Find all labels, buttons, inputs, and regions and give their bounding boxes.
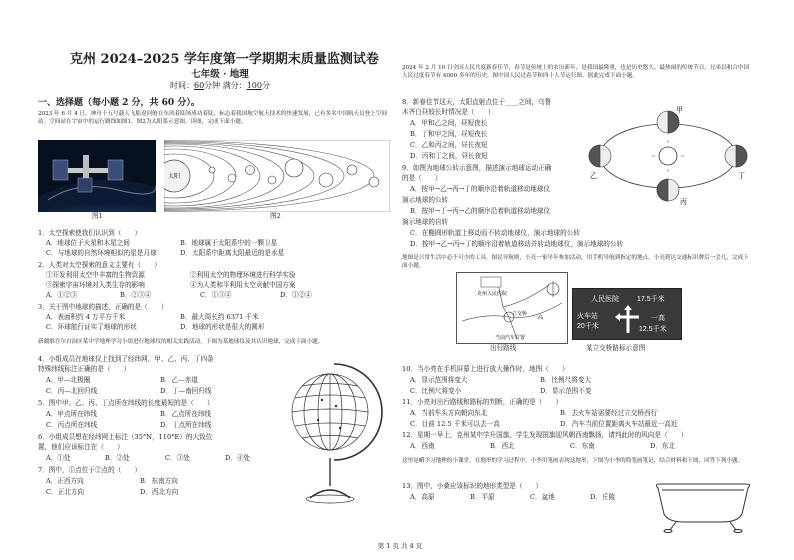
- fig1-caption: 图1: [92, 212, 103, 220]
- q7-option-c[interactable]: C．正北方向: [46, 488, 85, 496]
- sign-school: 一高: [651, 315, 665, 322]
- q11-option-d[interactable]: D．汽车当前位置距离火车站最近一高近: [560, 420, 678, 428]
- q2-item-1: ①开发利用太空中丰富的生物资源: [46, 271, 145, 279]
- intro-landform: 这里是峨学习地理的小课堂，在地形的学习过程中，小李用笔画表现这地形，下图为小李的简笔画笔记，结合材料和下图，回答下列小题。: [402, 458, 744, 464]
- orbit-label-yi: 乙: [590, 172, 597, 180]
- question-4: 4．小组成员在地球仪上找到了经纬网，甲、乙、丙、丁四条: [38, 355, 214, 363]
- q9-option-d[interactable]: D．按甲→乙→丙→丁的顺序沿着轨道移动并转动地球仪，演示地球的公转: [410, 240, 624, 248]
- question-12: 12．星期一早上，克州某中学升国旗，学生发现国旗迎风朝西南飘扬，请判此时的风向是（ ）: [402, 431, 688, 439]
- sign-hospital: 人民医院: [591, 296, 619, 303]
- q6-option-c[interactable]: C．③处: [165, 454, 190, 462]
- bathtub-sketch: [652, 478, 754, 534]
- map-label-car: 当前汽车位置: [495, 335, 526, 341]
- score-unit: 分: [262, 81, 270, 90]
- q9-option-a[interactable]: A．按甲→乙→丙→丁的顺序沿着轨道移动地球仪: [410, 185, 551, 193]
- q9-option-a-cont: 演示地球的公转: [402, 196, 449, 204]
- q4-option-a[interactable]: A．甲—北极圈: [46, 376, 91, 384]
- question-9-cont: 的是（ ）: [402, 174, 442, 182]
- intro-spring: 2024 年 2 月 10 日全国人民共度新春佳节，春节是传统上的农历新年，是我国最隆重，也是历史悠久、最热闹的传统节日，兄弟以和合中国人民过度春节有 4000 多年的历史。图中国人民过春节和四十人节运行图。据此完成下面小题。: [402, 65, 750, 79]
- q12-option-d[interactable]: D．东北: [650, 442, 676, 450]
- exam-meta: [70, 80, 370, 91]
- orbit-label-ding: 丁: [738, 172, 745, 180]
- q6-option-a[interactable]: A．①处: [46, 454, 71, 462]
- road-sign: [572, 288, 682, 340]
- intro-space: 2023 年 6 月 4 日，神舟十五号载人飞船返回舱在东风着陆场成功着陆，标志着我国航空航天技术的快速发展，已有多名中国航天员登上空间站。空间站在宇宙中的运行路线如图1，图2为太阳系示意图。读图，完成下面小题。: [38, 111, 388, 125]
- question-2: 2．人类对太空探索的意义主要有（ ）: [38, 261, 161, 269]
- q9-option-b-cont: 演示地球的自转: [402, 218, 449, 226]
- q2-option-c[interactable]: C．①③④: [200, 291, 232, 299]
- space-station-figure: [38, 140, 156, 212]
- q9-option-c[interactable]: C．在椭圆形轨道上移动而不转动地球仪，演示地球的公转: [410, 229, 580, 237]
- score-label: 满分：: [222, 81, 247, 90]
- q3-option-b[interactable]: B．最大周长约 6371 千米: [180, 313, 259, 321]
- question-5: 5．图中甲、乙、丙、丁点所在纬线的长度最短的是（ ）: [38, 399, 214, 407]
- q8-option-c[interactable]: C．乙和丙之间，昼长夜短: [410, 141, 488, 149]
- q2-item-3: ③探索宇宙环境对人类生存的影响: [46, 281, 145, 289]
- q1-option-a[interactable]: A．地球位于火星和木星之间: [46, 239, 130, 247]
- q5-option-a[interactable]: A．甲点所在纬线: [46, 410, 97, 418]
- q7-option-b[interactable]: B．东南方向: [140, 477, 178, 485]
- q7-option-d[interactable]: D．西北方向: [140, 488, 179, 496]
- q8-option-b[interactable]: B．丁和甲之间，昼短夜长: [410, 130, 488, 138]
- question-1: 1．太空探索使我们认识到（ ）: [38, 229, 142, 237]
- q1-option-d[interactable]: D．太阳系中距离太阳最近的是水星: [180, 249, 285, 257]
- question-8: 8．新春佳节这天，太阳直射点位于____之间，乌鲁: [402, 98, 552, 106]
- question-4-cont: 特殊纬线标注正确的是（ ）: [38, 365, 131, 373]
- route-map: [456, 272, 568, 344]
- sun-label: 太阳: [168, 173, 181, 180]
- q13-option-b[interactable]: B．平原: [470, 493, 495, 501]
- map-label-school: 一高: [533, 315, 544, 321]
- q12-option-b[interactable]: B．西北: [490, 442, 515, 450]
- time-unit: 分钟: [204, 81, 221, 90]
- q13-option-a[interactable]: A．高原: [410, 493, 435, 501]
- q10-option-d[interactable]: D．显示范围不变: [540, 387, 592, 395]
- question-11: 11．小亮对出行路线和路标的判断，正确的是（ ）: [402, 398, 563, 406]
- q2-item-4: ④为人类和平利用太空贡献中国方案: [190, 281, 296, 289]
- q6-option-d[interactable]: D．④处: [225, 454, 251, 462]
- map-label-interchange: 立交桥: [512, 311, 528, 317]
- solar-system-figure: [164, 140, 390, 212]
- q11-option-b[interactable]: B．去火车站需要经过立交桥西行: [560, 409, 658, 417]
- q5-option-d[interactable]: D．丁点所在纬线: [160, 421, 212, 429]
- q1-option-b[interactable]: B．地球属于太阳系中的一颗卫星: [180, 239, 278, 247]
- sign-station-distance: 20千米: [577, 323, 599, 330]
- exam-title: 克州 2024–2025 学年度第一学期期末质量监测试卷: [70, 52, 379, 67]
- q8-option-d[interactable]: D．丙和丁之间，昼长夜短: [410, 152, 488, 160]
- q3-option-d[interactable]: D．地球的形状是很大的圆形: [180, 323, 265, 331]
- q10-option-a[interactable]: A．显示范围将变大: [410, 376, 468, 384]
- section-title: 一、选择题（每小题 2 分，共 60 分）。: [38, 98, 200, 108]
- sign-school-distance: 12.5千米: [639, 326, 667, 333]
- q13-option-c[interactable]: C．盆地: [530, 493, 555, 501]
- route-map-caption: 出行路线: [490, 344, 517, 352]
- orbit-label-bing: 丙: [680, 198, 687, 206]
- intro-globe: 新疆维吾尔自治区某中学地理学习小组进行地球仪的相关实践活动，下图为某地球仪及其认识地球，完成下面小题。: [38, 339, 324, 345]
- q2-option-a[interactable]: A．①②③: [46, 291, 78, 299]
- q2-option-d[interactable]: D．①②④: [280, 291, 312, 299]
- q8-option-a[interactable]: A．甲和乙之间，昼短夜长: [410, 119, 488, 127]
- q2-item-2: ②利用太空的物理环境进行科学实验: [190, 271, 296, 279]
- question-8-cont: 木齐白昼较长时情况是（ ）: [402, 108, 495, 116]
- q10-option-b[interactable]: B．比例尺将变大: [540, 376, 592, 384]
- q2-option-b[interactable]: B．②③④: [120, 291, 152, 299]
- orbit-diagram: [588, 104, 748, 206]
- globe-figure: [284, 358, 384, 508]
- q7-option-a[interactable]: A．正西方向: [46, 477, 84, 485]
- q13-option-d[interactable]: D．丘陵: [590, 493, 616, 501]
- road-sign-caption: 某立交桥路标示意图: [586, 344, 646, 352]
- q5-option-c[interactable]: C．丙点所在纬线: [46, 421, 98, 429]
- time-value: 60: [193, 81, 205, 90]
- q12-option-c[interactable]: C．东南: [570, 442, 595, 450]
- sign-arrow-icon: [613, 305, 643, 335]
- q11-option-a[interactable]: A．当前车头方向朝向东北: [410, 409, 488, 417]
- fig2-caption: 图2: [270, 212, 281, 220]
- question-10: 10．当小亮在手机屏幕上进行放大操作时，地图（ ）: [402, 365, 569, 373]
- q12-option-a[interactable]: A．西南: [410, 442, 435, 450]
- q4-option-d[interactable]: D．丁—南回归线: [160, 387, 212, 395]
- q11-option-c[interactable]: C．目前 12.5 千米可以去一高: [410, 420, 500, 428]
- orbit-label-jia: 甲: [676, 106, 683, 114]
- q4-option-c[interactable]: C．丙—北回归线: [46, 387, 98, 395]
- question-3: 3．关于图中地球的描述，正确的是（ ）: [38, 303, 168, 311]
- q10-option-c[interactable]: C．比例尺将变小: [410, 387, 462, 395]
- exam-grade: 七年级 · 地理: [191, 69, 249, 80]
- map-label-hospital: 克州人民医院: [477, 291, 508, 297]
- question-9: 9．如图为地球公转示意图，描述演示地球运动正确: [402, 164, 552, 172]
- sign-hospital-distance: 17.5千米: [637, 296, 665, 303]
- question-6-cont: 置，他们应该标注在（ ）: [38, 443, 124, 451]
- q4-option-b[interactable]: B．乙—赤道: [160, 376, 198, 384]
- q3-option-c[interactable]: C．环球航行证实了地球的形状: [46, 323, 137, 331]
- question-13: 13．图中，小桑应该标识的地形类型是（ ）: [402, 482, 543, 490]
- question-6: 6．小组成员想在经纬网上标注（35°N，110°E）的大致位: [38, 433, 213, 441]
- page-footer: 第 1 页 共 4 页: [377, 542, 423, 550]
- q5-option-b[interactable]: B．乙点所在纬线: [160, 410, 212, 418]
- q6-option-b[interactable]: B．②处: [105, 454, 130, 462]
- q1-option-c[interactable]: C．与地球的自然环境相似的星是月球: [46, 249, 157, 257]
- score-value: 100: [246, 81, 262, 90]
- sign-station: 火车站: [577, 313, 598, 320]
- time-label: 时间：: [169, 81, 194, 90]
- q3-option-a[interactable]: A．表面积约 4 万平方千米: [46, 313, 126, 321]
- intro-map: 地图是日常生活中必不可少的工具，图民导航则，小亮一家早年参加活动，用手机导航到指定的地点，小亮到达交通标识牌后一会儿，完成下面小题。: [402, 255, 749, 269]
- q9-option-b[interactable]: B．按甲→丁→丙→乙的顺序沿着轨道移动地球仪: [410, 207, 551, 215]
- question-7: 7．图中，①点位于②点的（ ）: [38, 466, 142, 474]
